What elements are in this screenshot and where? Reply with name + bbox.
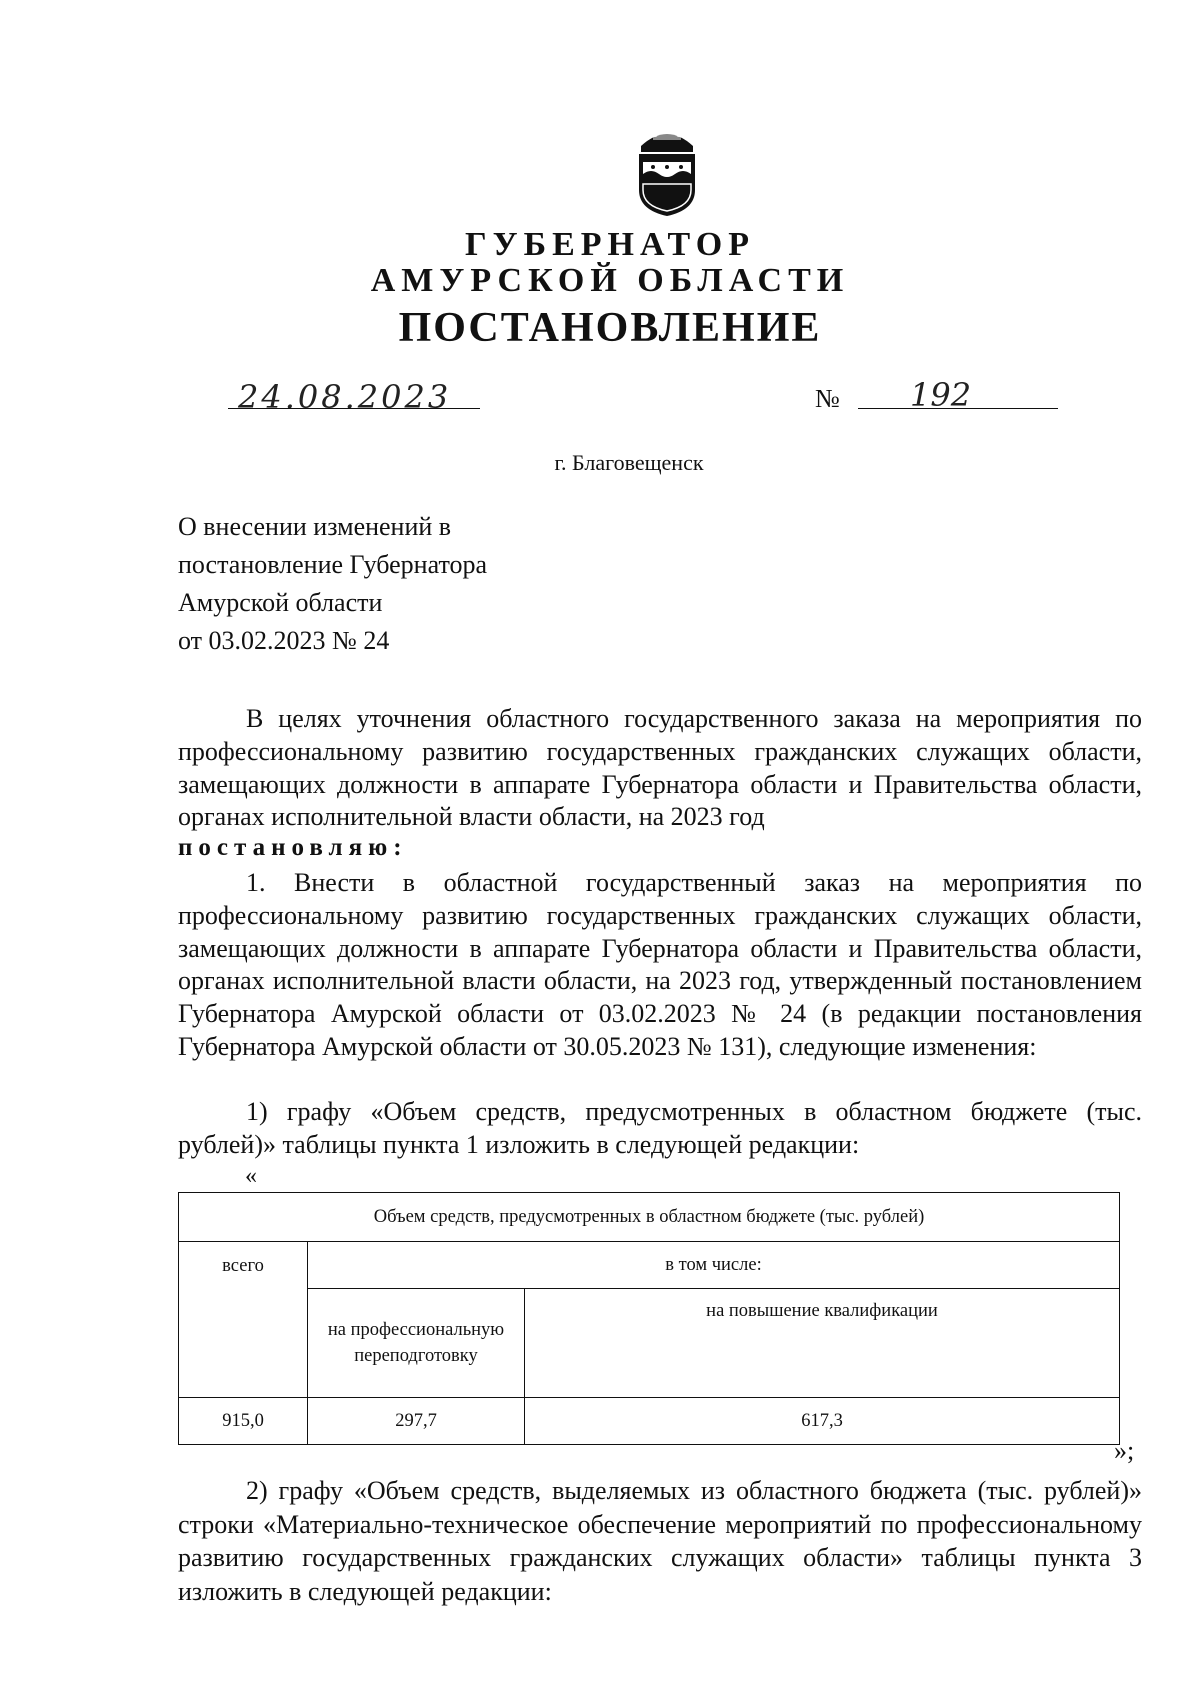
header-qualification: на повышение квалификации [525,1289,1120,1398]
document-date: 24.08.2023 [238,378,452,416]
table-row [179,1398,1120,1445]
subject-line: постановление Губернатора [178,550,488,579]
subject-line: Амурской области [178,588,383,617]
subject-line: от 03.02.2023 № 24 [178,626,390,655]
decree-word: постановляю: [178,834,408,861]
document-number: 192 [910,376,972,414]
header-retraining: на профессиональную переподготовку [308,1289,525,1398]
budget-table [178,1192,1120,1445]
preamble-paragraph: В целях уточнения областного государственного заказа на мероприятия по профессиональному развитию государственных гражданских служащих области, замещающих должности в аппарате Губернатора области и Правительства области, органах исполнительной власти области, на 2023 год [178,704,1142,832]
quote-open: « [245,1163,257,1189]
coat-of-arms-icon [629,118,705,218]
issuer-region: АМУРСКОЙ ОБЛАСТИ [370,262,850,299]
quote-close: »; [1114,1436,1135,1465]
cell-retraining: 297,7 [308,1398,525,1445]
cell-qualification: 617,3 [525,1398,1120,1445]
number-underline [858,408,1058,409]
date-underline [228,408,480,409]
issuer-title: ГУБЕРНАТОР [465,226,755,263]
document-type: ПОСТАНОВЛЕНИЕ [398,305,822,351]
document-subject [178,508,487,660]
subject-line: О внесении изменений в [178,512,452,541]
header-total: всего [179,1242,308,1398]
item-1-paragraph: 1. Внести в областной государственный заказ на мероприятия по профессиональному развитию государственных гражданских служащих области, замещающих должности в аппарате Губернатора области и Правительства области, органах исполнительной власти области, на 2023 год, утвержденный постановлением Губернатора Амурской области от 03.02.2023 № 24 (в редакции постановления Губернатора Амурской области от 30.05.2023 № 131), следующие изменения: [178,868,1142,1061]
item-1-1-paragraph: 1) графу «Объем средств, предусмотренных в областном бюджете (тыс. рублей)» таблицы пункта 1 изложить в следующей редакции: [178,1097,1142,1159]
table-title-cell: Объем средств, предусмотренных в областном бюджете (тыс. рублей) [179,1193,1120,1242]
city: г. Благовещенск [554,450,704,475]
cell-total: 915,0 [179,1398,308,1445]
number-sign: № [815,384,840,413]
header-including: в том числе: [308,1242,1120,1289]
item-1-2-paragraph: 2) графу «Объем средств, выделяемых из областного бюджета (тыс. рублей)» строки «Материально-техническое обеспечение мероприятий по профессиональному развитию государственных гражданских служащих области» таблицы пункта 3 изложить в следующей редакции: [178,1476,1142,1606]
